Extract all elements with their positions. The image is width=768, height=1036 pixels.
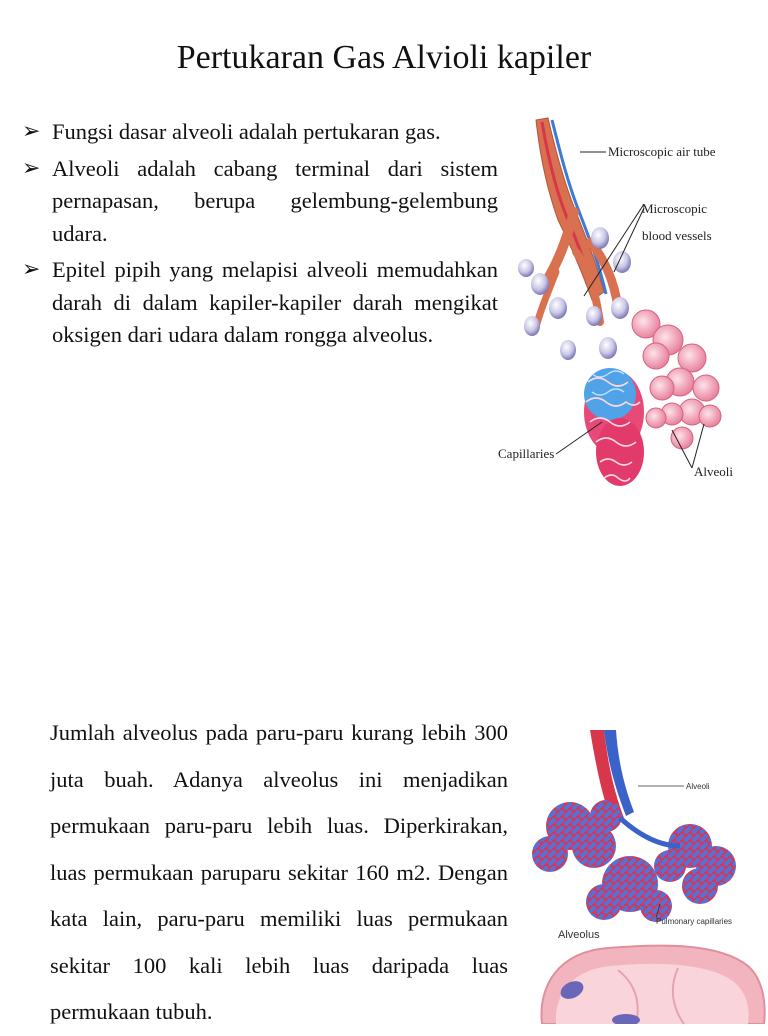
alveoli-cluster xyxy=(632,310,721,449)
bullet-item xyxy=(22,153,498,251)
label-vessels-1: Microscopic xyxy=(642,201,707,216)
label-alveoli: Alveoli xyxy=(694,464,733,479)
label-air-tube: Microscopic air tube xyxy=(608,144,716,159)
label-vessels-2: blood vessels xyxy=(642,228,712,243)
slide-title: Pertukaran Gas Alvioli kapiler xyxy=(176,39,592,76)
bullet-list xyxy=(22,116,498,356)
label-pulmonary-capillaries: Pulmonary capillaries xyxy=(656,917,733,926)
bullet-item xyxy=(22,116,498,149)
body-paragraph: Jumlah alveolus pada paru-paru kurang lebih 300 juta buah. Adanya alveolus ini menjadikan permukaan paru-paru lebih luas. Diperkirakan, luas permukaan paruparu sekitar 160 m2. Dengan kata lain, paru-paru memiliki luas permukaan sekitar 100 kali lebih luas daripada luas permukaan tubuh. xyxy=(50,720,508,1024)
label-alveolus: Alveolus xyxy=(558,929,600,941)
alveolus-closeup-diagram xyxy=(528,926,768,1024)
alveolar-sacs xyxy=(532,800,736,922)
bullet-text: Fungsi dasar alveoli adalah pertukaran gas. xyxy=(52,119,441,144)
bullet-text: Epitel pipih yang melapisi alveoli memudahkan darah di dalam kapiler-kapiler darah mengikat oksigen dari udara dalam rongga alveolus. xyxy=(52,257,498,347)
bullet-text: Alveoli adalah cabang terminal dari sistem pernapasan, berupa gelembung-gelembung udara. xyxy=(52,155,498,246)
label-capillaries: Capillaries xyxy=(498,446,555,461)
arrow-bullet-icon: ➢ xyxy=(22,155,41,181)
bullet-item xyxy=(22,254,498,352)
arrow-bullet-icon: ➢ xyxy=(22,257,41,282)
capillary-cluster xyxy=(584,368,644,486)
alveoli-diagram xyxy=(496,112,746,502)
label-alveoli-2: Alveoli xyxy=(686,782,710,791)
arrow-bullet-icon: ➢ xyxy=(22,119,41,144)
alveoli-capillary-diagram xyxy=(520,726,768,926)
slide-2 xyxy=(0,690,768,1024)
